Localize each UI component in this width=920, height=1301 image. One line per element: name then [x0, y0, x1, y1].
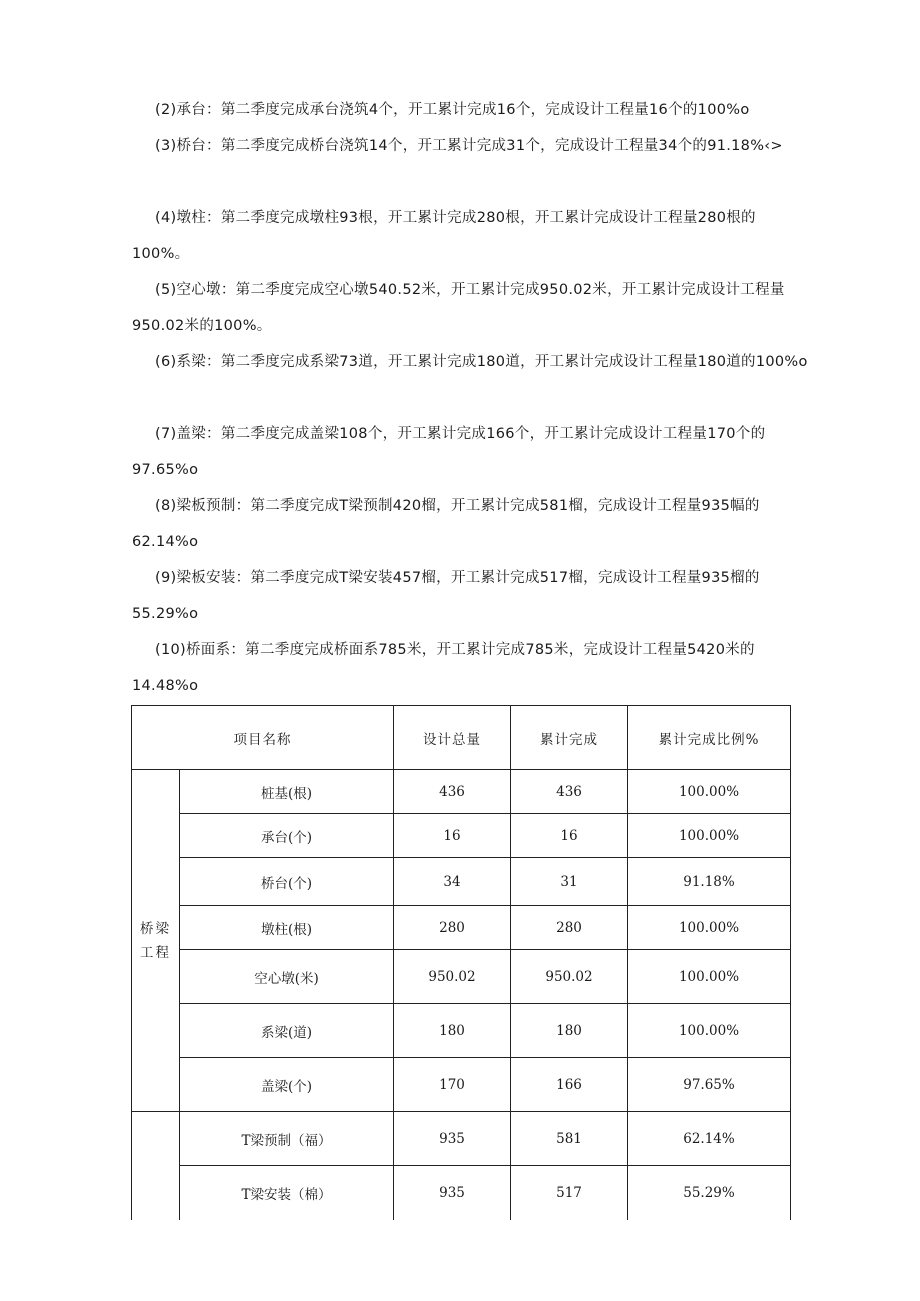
paragraph-hollow-pier: (5)空心墩：第二季度完成空心墩540.52米，开工累计完成950.02米，开工累计完成设计工程量950.02米的100%。: [132, 282, 785, 334]
row-done: 517: [511, 1166, 628, 1221]
row-name: 盖梁(个): [180, 1058, 394, 1112]
table-row: [132, 950, 791, 1004]
table-row: [132, 1004, 791, 1058]
row-ratio: 97.65%: [628, 1058, 791, 1112]
row-name: 墩柱(根): [180, 906, 394, 950]
row-done: 180: [511, 1004, 628, 1058]
table-row: [132, 1058, 791, 1112]
row-ratio: 100.00%: [628, 906, 791, 950]
row-design: 180: [394, 1004, 511, 1058]
row-done: 280: [511, 906, 628, 950]
row-name: 系梁(道): [180, 1004, 394, 1058]
row-design: 436: [394, 770, 511, 814]
row-ratio: 91.18%: [628, 858, 791, 906]
row-ratio: 100.00%: [628, 950, 791, 1004]
row-done: 31: [511, 858, 628, 906]
row-design: 34: [394, 858, 511, 906]
row-design: 935: [394, 1166, 511, 1221]
row-done: 166: [511, 1058, 628, 1112]
header-design-total: 设计总量: [394, 706, 511, 770]
group-bridge-engineering: 桥梁工程: [132, 770, 180, 1112]
row-done: 436: [511, 770, 628, 814]
row-ratio: 100.00%: [628, 814, 791, 858]
row-done: 581: [511, 1112, 628, 1166]
paragraph-deck-system: (10)桥面系：第二季度完成桥面系785米，开工累计完成785米，完成设计工程量5420米的14.48%o: [132, 642, 755, 694]
row-design: 170: [394, 1058, 511, 1112]
table-row: [132, 1112, 791, 1166]
table-row: [132, 814, 791, 858]
table-row: [132, 858, 791, 906]
row-name: T梁安装（棉）: [180, 1166, 394, 1221]
row-design: 280: [394, 906, 511, 950]
table-row: [132, 770, 791, 814]
paragraph-beam-install: (9)梁板安装：第二季度完成T梁安装457榴，开工累计完成517榴，完成设计工程量935榴的55.29%o: [132, 570, 760, 622]
row-ratio: 55.29%: [628, 1166, 791, 1221]
row-name: T梁预制（福）: [180, 1112, 394, 1166]
row-done: 950.02: [511, 950, 628, 1004]
row-done: 16: [511, 814, 628, 858]
paragraph-pier-column: (4)墩柱：第二季度完成墩柱93根，开工累计完成280根，开工累计完成设计工程量280根的100%。: [132, 210, 756, 262]
table-row: [132, 906, 791, 950]
paragraph-beam-prefab: (8)梁板预制：第二季度完成T梁预制420榴，开工累计完成581榴，完成设计工程量935幅的62.14%o: [132, 498, 760, 550]
table-header-row: [132, 706, 791, 770]
paragraph-tie-beam: (6)系梁：第二季度完成系梁73道，开工累计完成180道，开工累计完成设计工程量180道的100%o: [155, 354, 808, 370]
row-ratio: 100.00%: [628, 1004, 791, 1058]
paragraph-abutment: (3)桥台：第二季度完成桥台浇筑14个，开工累计完成31个，完成设计工程量34个的91.18%‹>: [155, 138, 783, 154]
row-design: 935: [394, 1112, 511, 1166]
header-cumulative-done: 累计完成: [511, 706, 628, 770]
paragraph-cap-beam: (7)盖梁：第二季度完成盖梁108个，开工累计完成166个，开工累计完成设计工程量170个的97.65%o: [132, 426, 766, 478]
paragraph-cap: (2)承台：第二季度完成承台浇筑4个，开工累计完成16个，完成设计工程量16个的100%o: [155, 102, 750, 118]
header-cumulative-ratio: 累计完成比例%: [628, 706, 791, 770]
header-item-name: 项目名称: [132, 706, 394, 770]
row-name: 空心墩(米): [180, 950, 394, 1004]
row-name: 桥台(个): [180, 858, 394, 906]
progress-table: [131, 705, 791, 1220]
row-design: 950.02: [394, 950, 511, 1004]
row-name: 承台(个): [180, 814, 394, 858]
row-name: 桩基(根): [180, 770, 394, 814]
row-ratio: 100.00%: [628, 770, 791, 814]
table-row: [132, 1166, 791, 1221]
row-ratio: 62.14%: [628, 1112, 791, 1166]
row-design: 16: [394, 814, 511, 858]
group-beam-slab: [132, 1112, 180, 1221]
